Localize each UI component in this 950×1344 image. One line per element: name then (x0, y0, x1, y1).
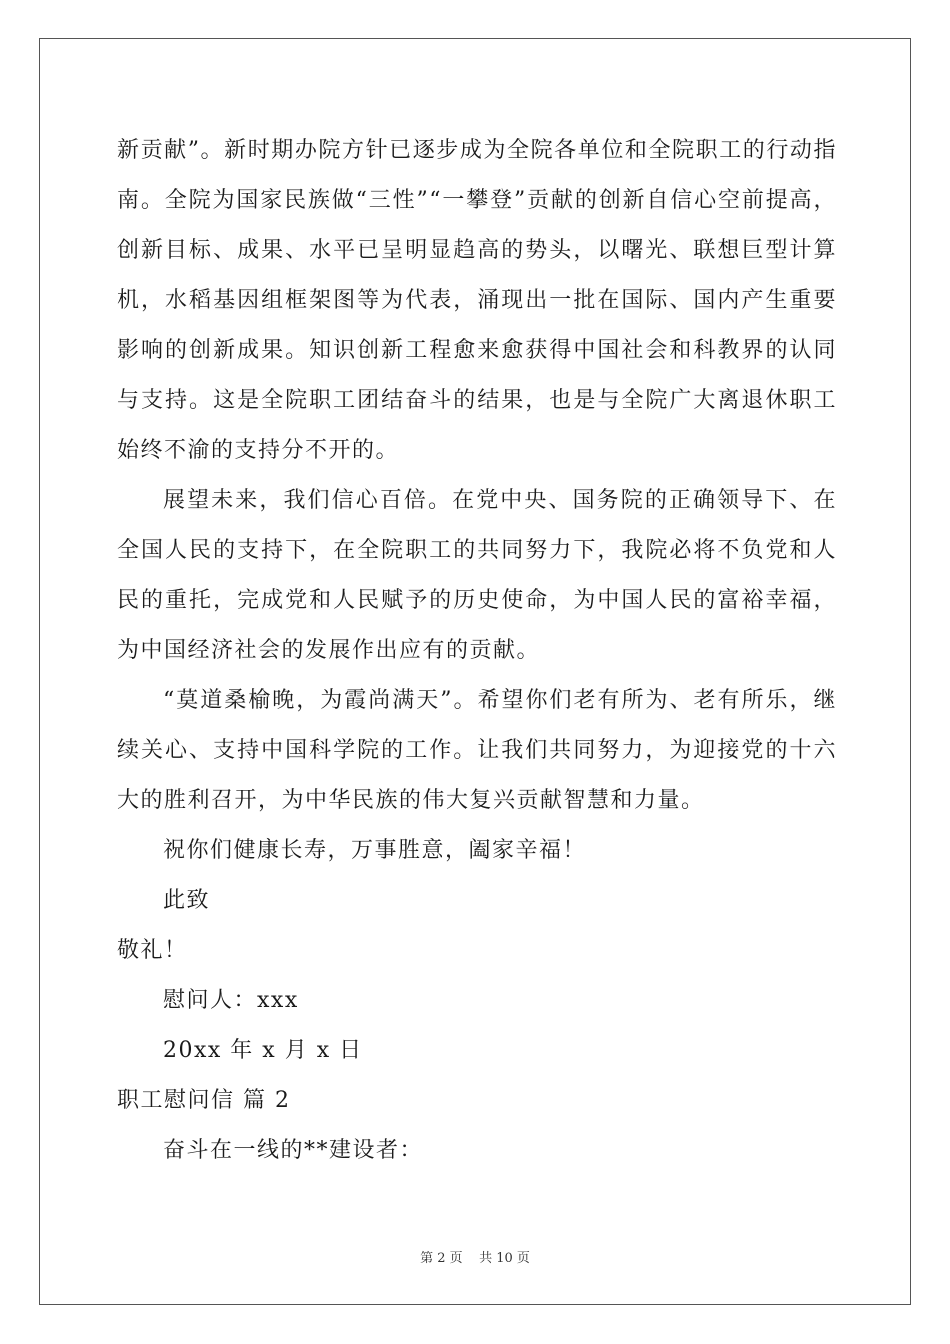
paragraph-continuation: 新贡献”。新时期办院方针已逐步成为全院各单位和全院职工的行动指南。全院为国家民族做“三性”“一攀登”贡献的创新自信心空前提高，创新目标、成果、水平已呈明显趋高的势头，以曙光、联想巨型计算机，水稻基因组框架图等为代表，涌现出一批在国际、国内产生重要影响的创新成果。知识创新工程愈来愈获得中国社会和科教界的认同与支持。这是全院职工团结奋斗的结果，也是与全院广大离退休职工始终不渝的支持分不开的。 (117, 138, 837, 463)
page-number: 第 2 页 共 10 页 (420, 1251, 530, 1266)
section-heading: 职工慰问信 篇 2 (117, 1088, 291, 1113)
paragraph-outlook: 展望未来，我们信心百倍。在党中央、国务院的正确领导下、在全国人民的支持下，在全院职工的共同努力下，我院必将不负党和人民的重托，完成党和人民赋予的历史使命，为中国人民的富裕幸福，为中国经济社会的发展作出应有的贡献。 (117, 488, 837, 663)
letter-greeting: 奋斗在一线的**建设者： (163, 1138, 424, 1163)
closing-salutation: 此致 (163, 888, 211, 913)
document-body (117, 126, 837, 1176)
paragraph-blessing: 祝你们健康长寿，万事胜意，阖家辛福！ (163, 838, 587, 863)
paragraph-wishes: “莫道桑榆晚，为霞尚满天”。希望你们老有所为、老有所乐，继续关心、支持中国科学院的工作。让我们共同努力，为迎接党的十六大的胜利召开，为中华民族的伟大复兴贡献智慧和力量。 (117, 688, 837, 813)
closing-regards: 敬礼！ (117, 938, 188, 963)
signature-author: 慰问人：xxx (163, 988, 299, 1013)
signature-date: 20xx 年 x 月 x 日 (163, 1038, 363, 1063)
